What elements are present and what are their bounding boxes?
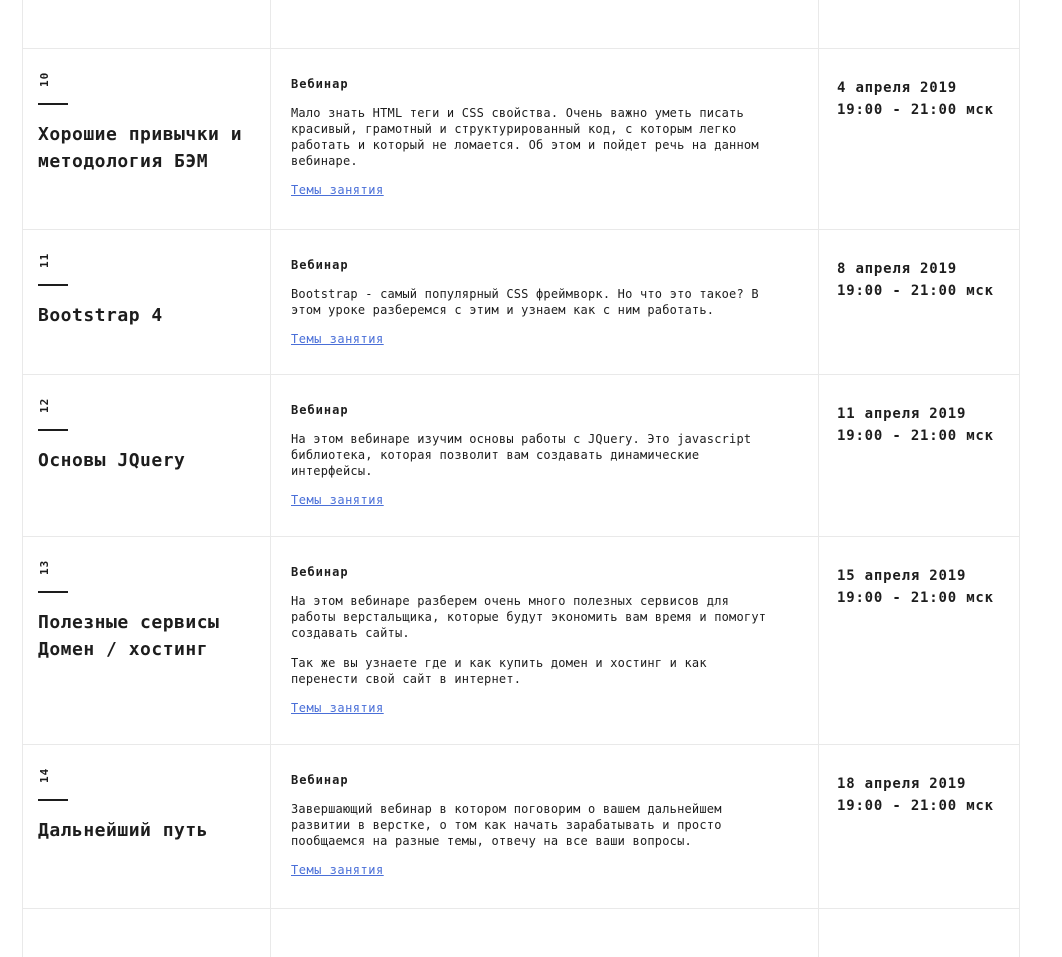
lesson-description: Мало знать HTML теги и CSS свойства. Очень важно уметь писать красивый, грамотный и структурированный код, с которым легко работать и который не ломается. Об этом и пойдет речь на данном вебинаре. bbox=[291, 106, 759, 168]
schedule-row bbox=[23, 375, 1019, 537]
lesson-title: Полезные сервисы Домен / хостинг bbox=[38, 612, 220, 660]
lesson-description: Завершающий вебинар в котором поговорим о вашем дальнейшем развитии в верстке, о том как начать зарабатывать и просто пообщаемся на разные темы, отвечу на все ваши вопросы. bbox=[291, 802, 722, 848]
number-underline bbox=[38, 591, 68, 593]
number-underline bbox=[38, 284, 68, 286]
lesson-number: 11 bbox=[38, 252, 51, 268]
lesson-title-cell bbox=[23, 375, 271, 536]
partial-cell bbox=[819, 909, 1019, 957]
topics-link[interactable]: Темы занятия bbox=[291, 863, 384, 877]
lesson-type-label: Вебинар bbox=[291, 403, 349, 417]
lesson-title-cell bbox=[23, 230, 271, 374]
schedule-row bbox=[23, 230, 1019, 375]
lesson-schedule-cell bbox=[819, 49, 1019, 229]
lesson-schedule-cell bbox=[819, 745, 1019, 908]
lesson-description: На этом вебинаре разберем очень много полезных сервисов для работы верстальщика, которые будут экономить вам время и помогут создавать сайты. bbox=[291, 594, 767, 640]
lesson-date: 15 апреля 2019 bbox=[837, 568, 967, 584]
lesson-description-cell bbox=[271, 230, 819, 374]
number-underline bbox=[38, 429, 68, 431]
lesson-description: Так же вы узнаете где и как купить домен и хостинг и как перенести свой сайт в интернет. bbox=[291, 656, 707, 686]
partial-row-top bbox=[23, 0, 1019, 49]
lesson-description-cell bbox=[271, 537, 819, 744]
lesson-description: На этом вебинаре изучим основы работы с JQuery. Это javascript библиотека, которая позволит вам создавать динамические интерфейсы. bbox=[291, 432, 752, 478]
lesson-type-label: Вебинар bbox=[291, 258, 349, 272]
partial-row-bottom bbox=[23, 909, 1019, 957]
lesson-title: Хорошие привычки и методология БЭМ bbox=[38, 124, 243, 172]
partial-cell bbox=[819, 0, 1019, 48]
lesson-schedule-cell bbox=[819, 230, 1019, 374]
lesson-title: Bootstrap 4 bbox=[38, 305, 163, 326]
lesson-type-label: Вебинар bbox=[291, 77, 349, 91]
lesson-title: Основы JQuery bbox=[38, 450, 186, 471]
lesson-date: 4 апреля 2019 bbox=[837, 80, 957, 96]
lesson-time: 19:00 - 21:00 мск bbox=[837, 102, 994, 118]
lesson-date: 11 апреля 2019 bbox=[837, 406, 967, 422]
lesson-title: Дальнейший путь bbox=[38, 820, 209, 841]
lesson-title-cell bbox=[23, 745, 271, 908]
topics-link[interactable]: Темы занятия bbox=[291, 183, 384, 197]
lesson-date: 18 апреля 2019 bbox=[837, 776, 967, 792]
lesson-description: Bootstrap - самый популярный CSS фреймворк. Но что это такое? В этом уроке разберемся с этим и узнаем как с ним работать. bbox=[291, 287, 759, 317]
lesson-description-cell bbox=[271, 745, 819, 908]
partial-cell bbox=[271, 909, 819, 957]
lesson-title-cell bbox=[23, 537, 271, 744]
schedule-row bbox=[23, 745, 1019, 909]
lesson-time: 19:00 - 21:00 мск bbox=[837, 283, 994, 299]
lesson-number: 10 bbox=[38, 71, 51, 87]
lesson-time: 19:00 - 21:00 мск bbox=[837, 590, 994, 606]
lesson-date: 8 апреля 2019 bbox=[837, 261, 957, 277]
webinar-schedule-table bbox=[22, 0, 1020, 957]
number-underline bbox=[38, 799, 68, 801]
lesson-title-cell bbox=[23, 49, 271, 229]
partial-cell bbox=[23, 0, 271, 48]
number-underline bbox=[38, 103, 68, 105]
lesson-number: 13 bbox=[38, 559, 51, 575]
topics-link[interactable]: Темы занятия bbox=[291, 701, 384, 715]
lesson-schedule-cell bbox=[819, 537, 1019, 744]
partial-cell bbox=[271, 0, 819, 48]
lesson-description-cell bbox=[271, 49, 819, 229]
lesson-number: 12 bbox=[38, 397, 51, 413]
lesson-type-label: Вебинар bbox=[291, 773, 349, 787]
schedule-row bbox=[23, 537, 1019, 745]
lesson-number: 14 bbox=[38, 767, 51, 783]
lesson-schedule-cell bbox=[819, 375, 1019, 536]
schedule-row bbox=[23, 49, 1019, 230]
lesson-type-label: Вебинар bbox=[291, 565, 349, 579]
lesson-time: 19:00 - 21:00 мск bbox=[837, 798, 994, 814]
topics-link[interactable]: Темы занятия bbox=[291, 332, 384, 346]
lesson-description-cell bbox=[271, 375, 819, 536]
partial-cell bbox=[23, 909, 271, 957]
topics-link[interactable]: Темы занятия bbox=[291, 493, 384, 507]
lesson-time: 19:00 - 21:00 мск bbox=[837, 428, 994, 444]
